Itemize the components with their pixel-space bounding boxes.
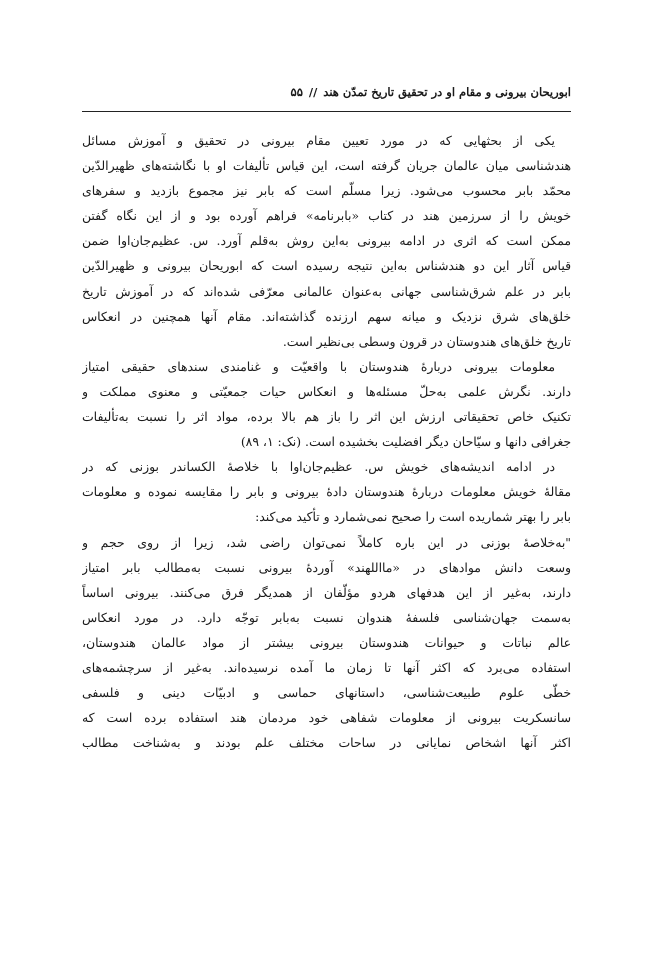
quote-line: عالم نباتات و حیوانات هندوستان بیرونی بیشتر از مواد عالمان هندوستان،: [82, 634, 571, 650]
text-line: بابر را بهتر شماریده است را صحیح نمی‌شمارد و تأکید می‌کند:: [255, 509, 571, 525]
quote-line: به‌سمت جهان‌شناسی فلسفهٔ هندوان نسبت به‌بابر توجّه دارد. در مورد انعکاس: [82, 609, 571, 625]
text-line: خویش را از سرزمین هند در کتاب «بابرنامه» فراهم آورده بود و از این نگاه گفتن: [82, 208, 571, 224]
quote-line: اکثر آنها اشخاص نمایانی در ساحات مختلف علم بودند و به‌شناخت مطالب: [82, 735, 571, 751]
body-text: [82, 128, 571, 755]
text-line: محمّد بابر محسوب می‌شود. زیرا مسلّم است که بابر نیز مجموع بازدید و سفرهای: [82, 183, 571, 199]
quote-line: "به‌خلاصهٔ بوزنی در این باره کاملاً نمی‌توان راضی شد، زیرا از روی حجم و: [82, 534, 571, 550]
text-line: در ادامه اندیشه‌های خویش س. عظیم‌جان‌اوا با خلاصهٔ الکساندر بوزنی که در: [82, 459, 555, 475]
quote-line: خطّی علوم طبیعت‌شناسی، داستانهای حماسی و ادبیّات دینی و فلسفی: [82, 685, 571, 701]
text-line: مقالهٔ خویش معلومات دربارهٔ هندوستان دادهٔ بیرونی و بابر را مقایسه نموده و معلومات: [82, 484, 571, 500]
running-head-separator: //: [308, 85, 318, 99]
text-line: خلق‌های شرق نزدیک و میانه سهم ارزنده گذاشته‌اند. مقام آنها همچنین در انعکاس: [82, 308, 571, 324]
running-head: [82, 82, 571, 102]
quote-line: استفاده می‌برد که اکثر آنها تا زمان ما آمده نرسیده‌اند. به‌غیر از سرچشمه‌های: [82, 659, 571, 675]
header-rule: [82, 111, 571, 112]
text-line: قیاس آثار این دو هندشناس به‌این نتیجه رسیده است که ابوریحان بیرونی و ظهیرالدّین: [82, 258, 571, 274]
text-line: یکی از بحثهایی که در مورد تعیین مقام بیرونی در تحقیق و آموزش مسائل: [82, 133, 555, 148]
quote-line: وسعت دانش موادهای در «مااللهند» آوردهٔ بیرونی نسبت به‌مطالب بابر امتیاز: [82, 559, 571, 575]
text-line: دارند. نگرش علمی به‌حلّ مسئله‌ها و انعکاس حیات جمعیّتی و معنوی مملکت و: [82, 383, 571, 399]
text-line: معلومات بیرونی دربارهٔ هندوستان با واقعیّت و غنامندی سندهای حقیقی امتیاز: [82, 358, 555, 374]
quote-line: سانسکریت بیرونی از معلومات شفاهی خود مردمان هند استفاده برده است که: [82, 710, 571, 726]
text-line: بابر در علم شرق‌شناسی جهانی به‌عنوان عالمانی معرّفی شده‌اند که در آموزش تاریخ: [82, 283, 571, 299]
quote-line: دارند، به‌غیر از این هدفهای هردو مؤلّفان از همدیگر فرق می‌کنند. بیرونی اساساً: [82, 584, 571, 600]
text-line: جغرافی دانها و سیّاحان دیگر افضلیت بخشیده است. (نک: ۱، ۸۹): [240, 434, 571, 450]
text-line: تکنیک خاص تحقیقاتی ارزش این اثر را باز هم بالا برده، مواد اثر را نسبت به‌تألیفات: [82, 409, 571, 425]
text-line: هندشناسی میان عالمان جریان گرفته است، این قیاس تألیفات او با نگاشته‌های ظهیرالدّین: [82, 158, 571, 174]
running-title: ابوریحان بیرونی و مقام او در تحقیق تاریخ تمدّن هند: [323, 85, 571, 99]
text-line: تاریخ خلق‌های هندوستان در قرون وسطی بی‌نظیر است.: [282, 333, 571, 349]
page-number: ۵۵: [290, 85, 303, 99]
text-line: ممکن است که اثری در ادامه بیرونی به‌این روش به‌قلم آورد. س. عظیم‌جان‌اوا ضمن: [82, 233, 571, 249]
